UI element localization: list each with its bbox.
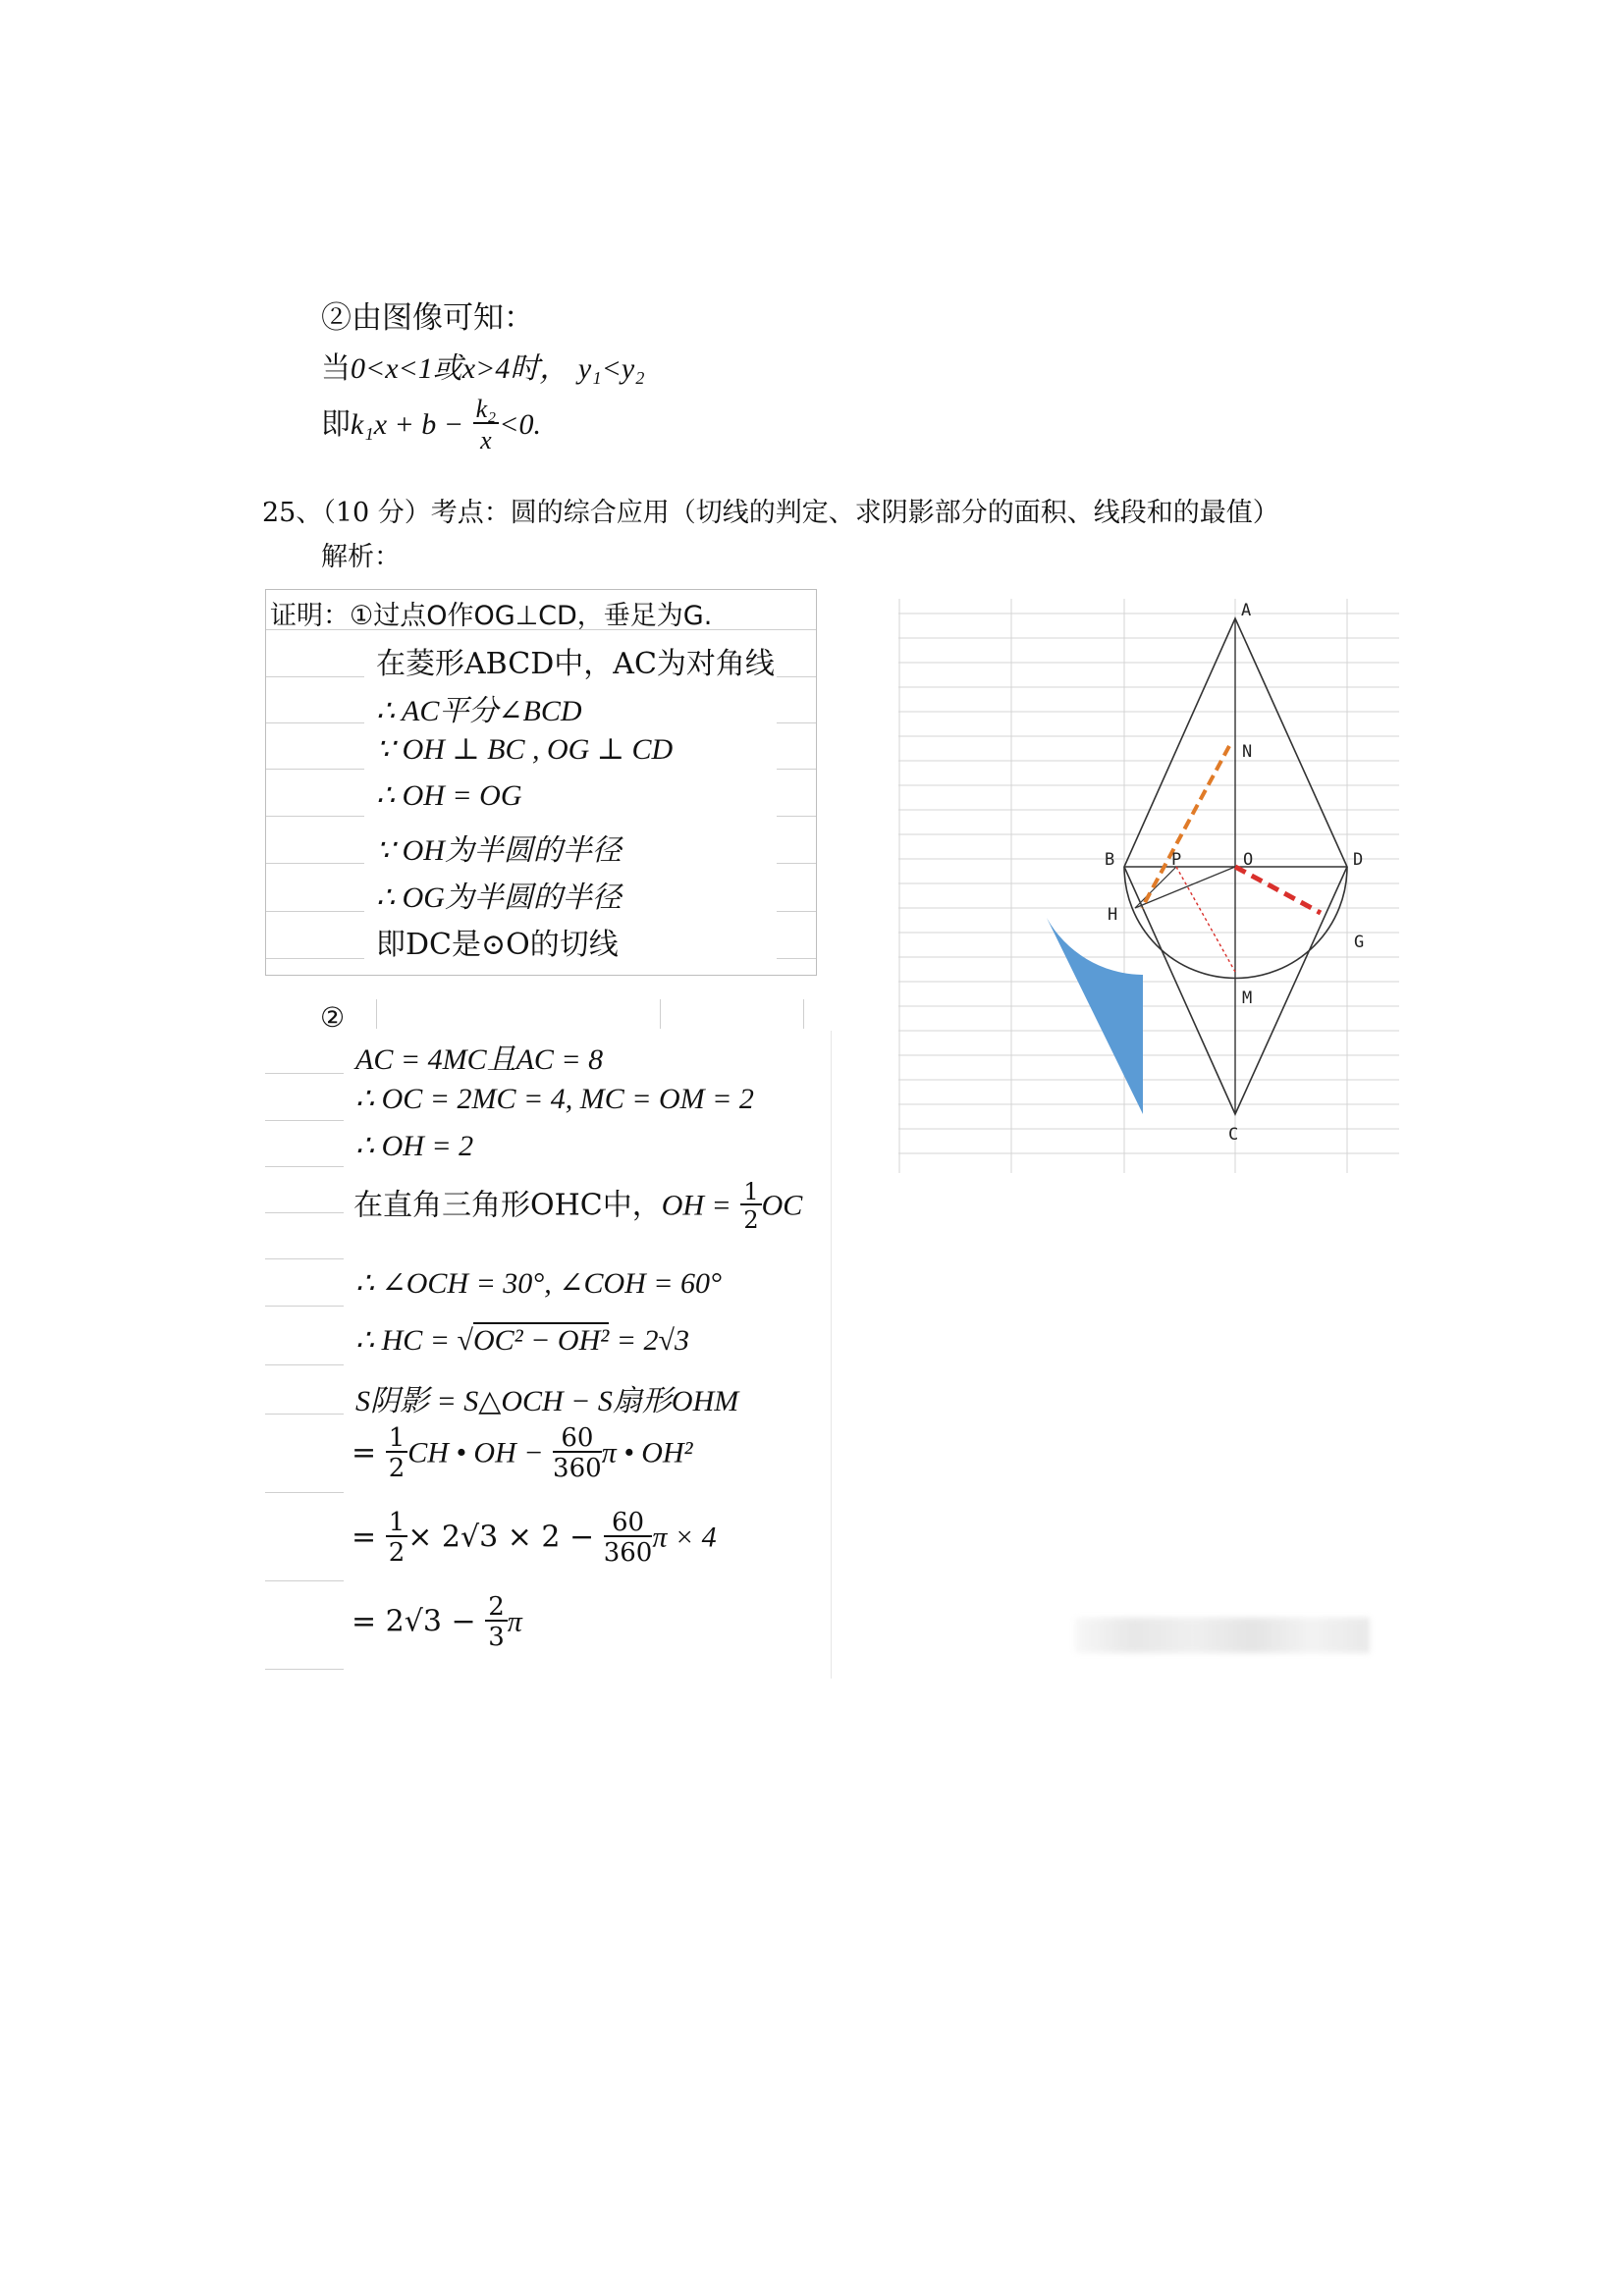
part2-l8-tail: π • OH²: [601, 1436, 693, 1469]
proof-line-5: ∵ OH为半圆的半径: [376, 834, 622, 867]
part2-l4-prefix: 在直角三角形OHC中，: [353, 1188, 662, 1223]
q25-header: 25、（10 分）考点：圆的综合应用（切线的判定、求阴影部分的面积、线段和的最值）: [262, 498, 1279, 528]
part2-line-1: AC = 4MC且AC = 8: [355, 1043, 604, 1076]
proof-line-6: ∴ OG为半圆的半径: [376, 881, 622, 914]
part2-l9-den2: 360: [603, 1538, 653, 1568]
part2-line-9: [352, 1510, 717, 1566]
sqrt-icon: √: [457, 1324, 473, 1357]
part1-frac-den: x: [480, 426, 492, 454]
part2-l10-num: 2: [485, 1594, 508, 1622]
part1-line3-right: <0.: [499, 408, 541, 441]
part1-condition-line: [321, 344, 645, 387]
part2-l8-den1: 2: [388, 1454, 406, 1483]
part2-l8-num2: 60: [553, 1425, 602, 1453]
part2-l9-tail: π × 4: [652, 1521, 717, 1554]
part2-l9-mid: × 2√3 × 2 −: [407, 1520, 595, 1555]
part2-l10-eq: = 2√3 −: [352, 1604, 476, 1639]
part1-line2-ineq: y₁<y₂: [577, 352, 645, 385]
proof-line-1: 在菱形ABCD中，AC为对角线: [376, 647, 775, 681]
part2-l4-num: 1: [740, 1180, 761, 1205]
radius-oh: [1135, 867, 1235, 908]
part1-fraction: [473, 397, 500, 454]
part1-line2-prefix: 当: [321, 351, 351, 386]
part2-l8-frac2: [553, 1425, 602, 1481]
part2-line-10: [352, 1594, 522, 1650]
part2-l8-frac1: [386, 1425, 408, 1481]
label-n: N: [1242, 742, 1253, 762]
label-h: H: [1108, 905, 1118, 925]
part1-result-line: [321, 397, 541, 454]
label-o: O: [1243, 850, 1254, 870]
part2-line-8: [352, 1425, 693, 1481]
part2-l9-num1: 1: [386, 1510, 408, 1537]
geometry-figure: [898, 594, 1399, 1178]
part2-l8-den2: 360: [553, 1454, 602, 1483]
label-c: C: [1228, 1125, 1239, 1145]
proof-line-7: 即DC是⊙O的切线: [376, 928, 619, 962]
part2-line-6: [355, 1323, 689, 1358]
part1-line3-left: k₁x + b −: [351, 408, 464, 441]
part2-line-3: ∴ OH = 2: [355, 1130, 474, 1162]
part2-line-7: S阴影 = S△OCH − S扇形OHM: [355, 1385, 739, 1417]
part2-l10-tail: π: [507, 1605, 522, 1638]
part1-line2-cond: 0<x<1或x>4时，: [351, 352, 569, 385]
proof-line-3: ∵ OH ⊥ BC , OG ⊥ CD: [376, 733, 674, 766]
part2-line-5: ∴ ∠OCH = 30°, ∠COH = 60°: [355, 1267, 723, 1300]
figure-grid: [898, 599, 1399, 1173]
part2-l10-den: 3: [488, 1623, 505, 1652]
proof-box: [265, 589, 817, 976]
part2-l9-eq: =: [352, 1520, 377, 1555]
proof-line-4: ∴ OH = OG: [376, 779, 522, 812]
part2-l9-num2: 60: [604, 1510, 653, 1537]
red-dotted-line: [1176, 867, 1235, 972]
part2-l9-den1: 2: [388, 1538, 406, 1568]
part2-l4-tail: OC: [761, 1189, 803, 1222]
part2-l6-tail: = 2√3: [616, 1324, 689, 1357]
label-g: G: [1354, 933, 1365, 952]
part1-line3-prefix: 即: [321, 407, 351, 442]
shaded-region: [1047, 918, 1143, 1114]
label-a: A: [1241, 601, 1252, 620]
part2-l8-num1: 1: [386, 1425, 408, 1453]
part2-l4-eq: OH =: [661, 1189, 731, 1222]
part2-line-4: [353, 1180, 802, 1232]
red-dashed-line: [1235, 867, 1321, 913]
part2-line-2: ∴ OC = 2MC = 4, MC = OM = 2: [355, 1083, 754, 1115]
proof-line-2: ∴ AC平分∠BCD: [376, 695, 582, 727]
segment-op: [1135, 867, 1176, 908]
blurred-watermark: [1075, 1618, 1370, 1653]
part2-l4-den: 2: [743, 1206, 759, 1234]
label-d: D: [1353, 850, 1364, 870]
label-m: M: [1242, 988, 1253, 1008]
part1-heading: ②由图像可知：: [321, 300, 534, 336]
part2-marker: ②: [320, 1001, 346, 1034]
part2-l6-radicand: OC² − OH²: [472, 1324, 610, 1357]
part2-l4-fraction: [740, 1180, 761, 1232]
proof-line-0: 证明：①过点O作OG⊥CD，垂足为G.: [270, 601, 713, 631]
part1-frac-num: k₂: [473, 397, 500, 424]
part2-l8-mid: CH • OH −: [407, 1436, 544, 1469]
part2-l9-frac1: [386, 1510, 408, 1566]
part2-l10-frac: [485, 1594, 508, 1650]
part2-l9-frac2: [604, 1510, 653, 1566]
q25-analysis-label: 解析：: [321, 542, 401, 572]
part2-l6-prefix: ∴ HC =: [355, 1324, 451, 1357]
part2-l8-eq: =: [352, 1435, 377, 1470]
label-p: P: [1171, 850, 1182, 870]
label-b: B: [1105, 850, 1115, 870]
